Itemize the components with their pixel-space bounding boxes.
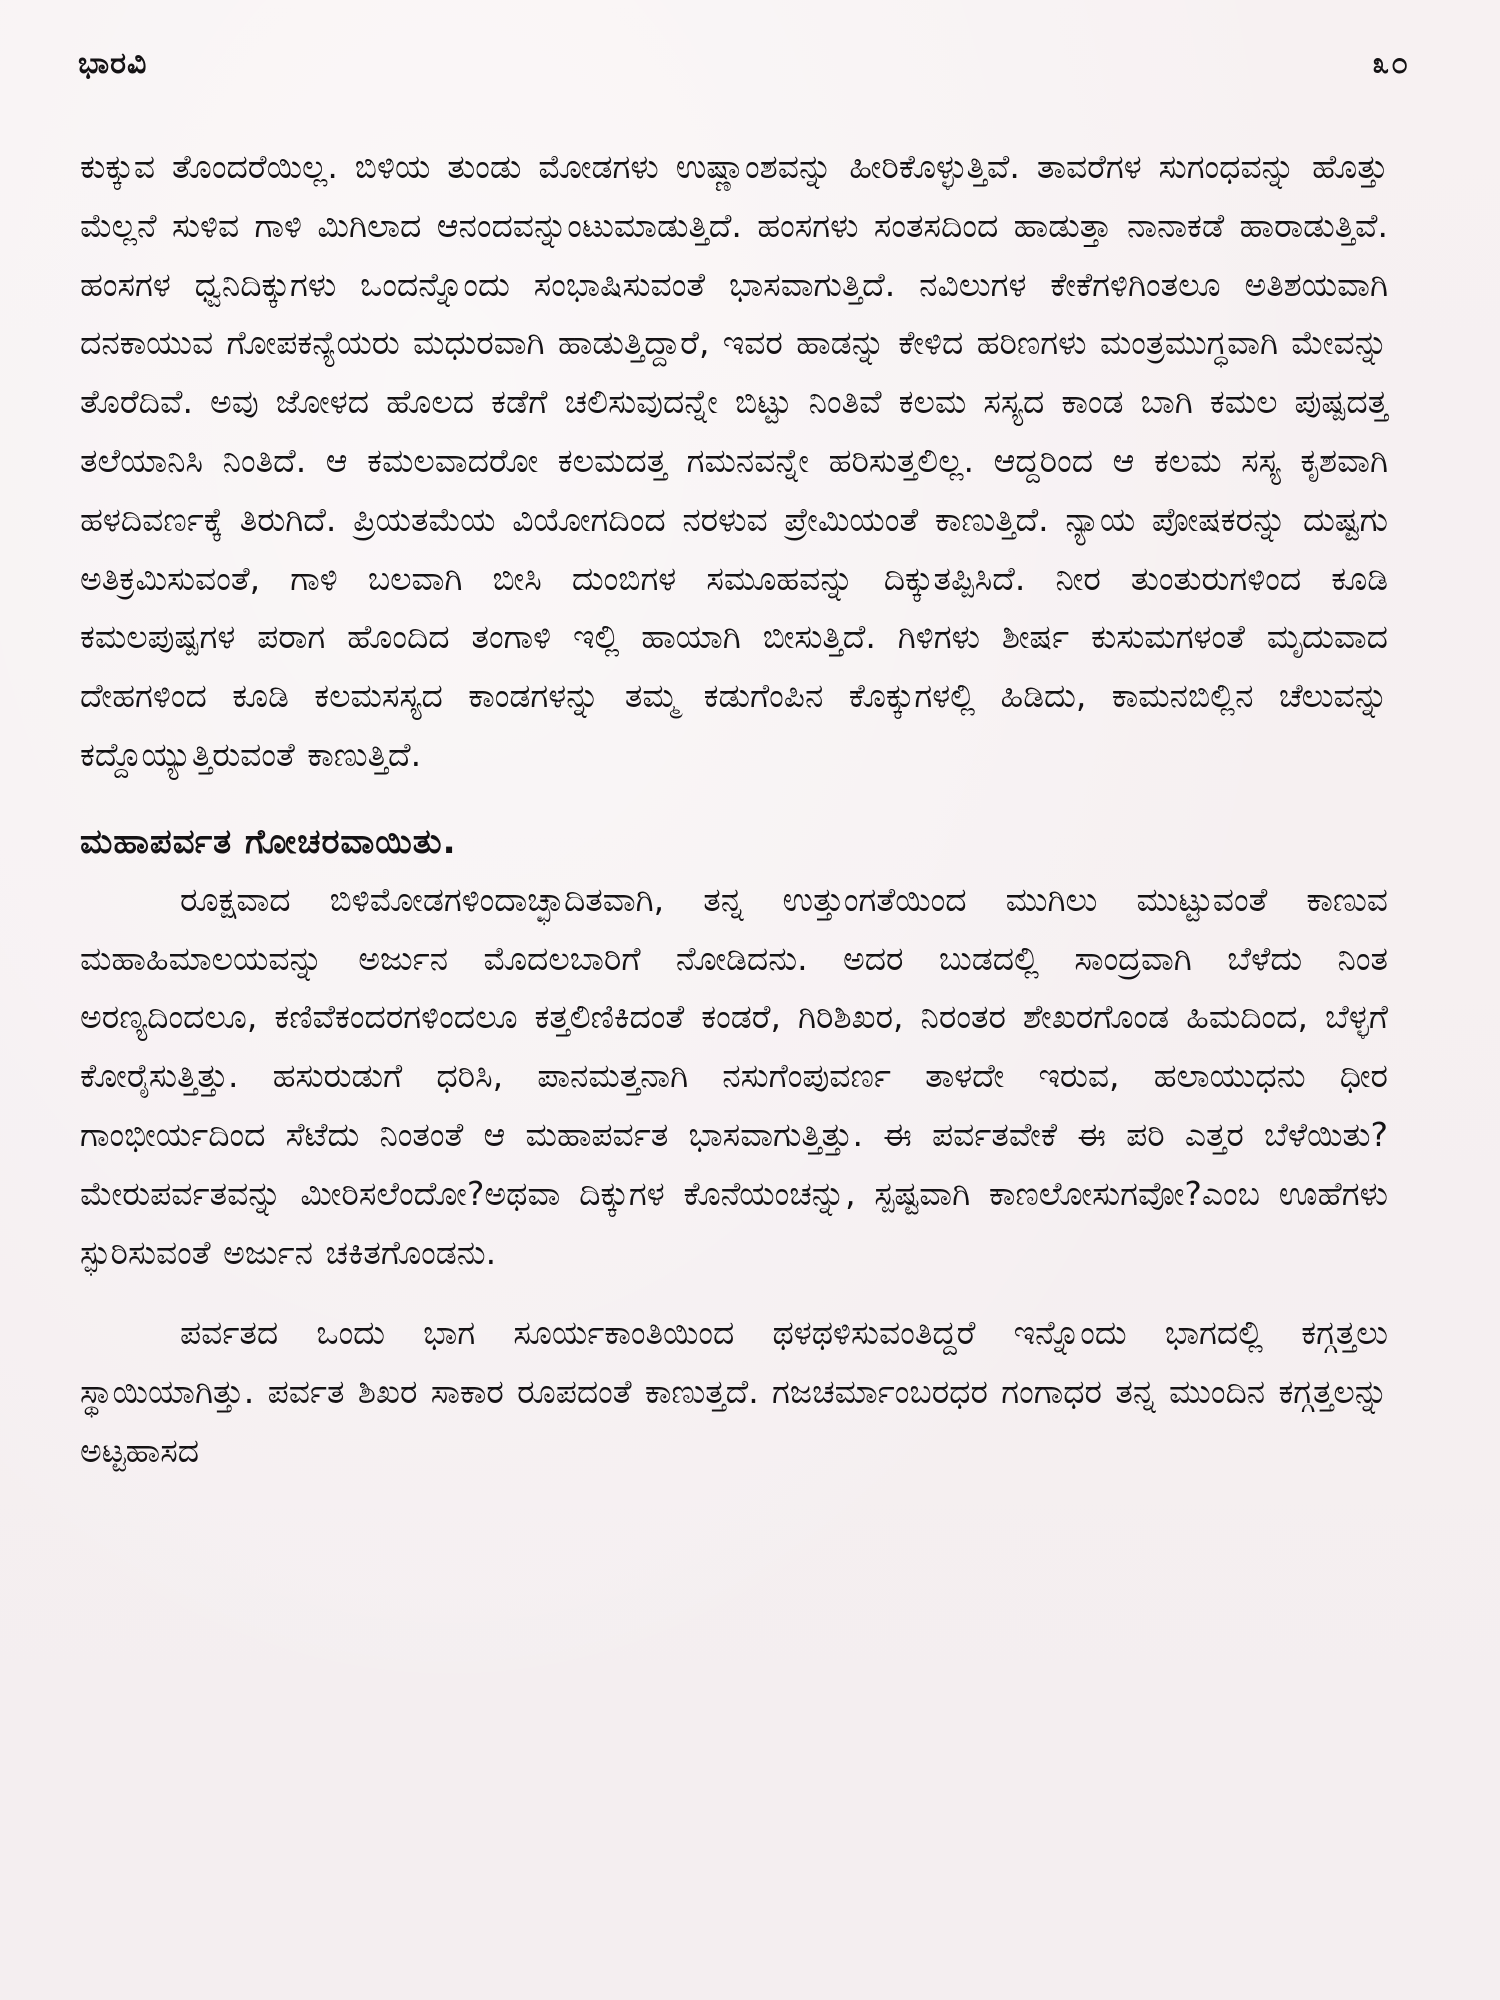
- page-body: [80, 138, 1388, 1481]
- running-head: ಭಾರವಿ: [78, 46, 148, 81]
- paragraph-1: ಕುಕ್ಕುವ ತೊಂದರೆಯಿಲ್ಲ. ಬಿಳಿಯ ತುಂಡು ಮೋಡಗಳು ಉಷ್ಣಾಂಶವನ್ನು ಹೀರಿಕೊಳ್ಳುತ್ತಿವೆ. ತಾವರೆಗಳ ಸುಗಂಧವನ್ನು ಹೊತ್ತು ಮೆಲ್ಲನೆ ಸುಳಿವ ಗಾಳಿ ಮಿಗಿಲಾದ ಆನಂದವನ್ನುಂಟುಮಾಡುತ್ತಿದೆ. ಹಂಸಗಳು ಸಂತಸದಿಂದ ಹಾಡುತ್ತಾ ನಾನಾಕಡೆ ಹಾರಾಡುತ್ತಿವೆ. ಹಂಸಗಳ ಧ್ವನಿದಿಕ್ಕುಗಳು ಒಂದನ್ನೊಂದು ಸಂಭಾಷಿಸುವಂತೆ ಭಾಸವಾಗುತ್ತಿದೆ. ನವಿಲುಗಳ ಕೇಕೆಗಳಿಗಿಂತಲೂ ಅತಿಶಯವಾಗಿ ದನಕಾಯುವ ಗೋಪಕನ್ಯೆಯರು ಮಧುರವಾಗಿ ಹಾಡುತ್ತಿದ್ದಾರೆ, ಇವರ ಹಾಡನ್ನು ಕೇಳಿದ ಹರಿಣಗಳು ಮಂತ್ರಮುಗ್ಧವಾಗಿ ಮೇವನ್ನು ತೊರೆದಿವೆ. ಅವು ಜೋಳದ ಹೊಲದ ಕಡೆಗೆ ಚಲಿಸುವುದನ್ನೇ ಬಿಟ್ಟು ನಿಂತಿವೆ ಕಲಮ ಸಸ್ಯದ ಕಾಂಡ ಬಾಗಿ ಕಮಲ ಪುಷ್ಪದತ್ತ ತಲೆಯಾನಿಸಿ ನಿಂತಿದೆ. ಆ ಕಮಲವಾದರೋ ಕಲಮದತ್ತ ಗಮನವನ್ನೇ ಹರಿಸುತ್ತಲಿಲ್ಲ. ಆದ್ದರಿಂದ ಆ ಕಲಮ ಸಸ್ಯ ಕೃಶವಾಗಿ ಹಳದಿವರ್ಣಕ್ಕೆ ತಿರುಗಿದೆ. ಪ್ರಿಯತಮೆಯ ವಿಯೋಗದಿಂದ ನರಳುವ ಪ್ರೇಮಿಯಂತೆ ಕಾಣುತ್ತಿದೆ. ನ್ಯಾಯ ಪೋಷಕರನ್ನು ದುಷ್ಟಗು ಅತಿಕ್ರಮಿಸುವಂತೆ, ಗಾಳಿ ಬಲವಾಗಿ ಬೀಸಿ ದುಂಬಿಗಳ ಸಮೂಹವನ್ನು ದಿಕ್ಕುತಪ್ಪಿಸಿದೆ. ನೀರ ತುಂತುರುಗಳಿಂದ ಕೂಡಿ ಕಮಲಪುಷ್ಪಗಳ ಪರಾಗ ಹೊಂದಿದ ತಂಗಾಳಿ ಇಲ್ಲಿ ಹಾಯಾಗಿ ಬೀಸುತ್ತಿದೆ. ಗಿಳಿಗಳು ಶೀರ್ಷ ಕುಸುಮಗಳಂತೆ ಮೃದುವಾದ ದೇಹಗಳಿಂದ ಕೂಡಿ ಕಲಮಸಸ್ಯದ ಕಾಂಡಗಳನ್ನು ತಮ್ಮ ಕಡುಗೆಂಪಿನ ಕೊಕ್ಕುಗಳಲ್ಲಿ ಹಿಡಿದು, ಕಾಮನಬಿಲ್ಲಿನ ಚೆಲುವನ್ನು ಕದ್ದೊಯ್ಯುತ್ತಿರುವಂತೆ ಕಾಣುತ್ತಿದೆ.: [80, 147, 1388, 774]
- page-header: [78, 46, 1410, 96]
- paragraph-3: ಪರ್ವತದ ಒಂದು ಭಾಗ ಸೂರ್ಯಕಾಂತಿಯಿಂದ ಥಳಥಳಿಸುವಂತಿದ್ದರೆ ಇನ್ನೊಂದು ಭಾಗದಲ್ಲಿ ಕಗ್ಗತ್ತಲು ಸ್ಥಾಯಿಯಾಗಿತ್ತು. ಪರ್ವತ ಶಿಖರ ಸಾಕಾರ ರೂಪದಂತೆ ಕಾಣುತ್ತದೆ. ಗಜಚರ್ಮಾಂಬರಧರ ಗಂಗಾಧರ ತನ್ನ ಮುಂದಿನ ಕಗ್ಗತ್ತಲನ್ನು ಅಟ್ಟಹಾಸದ: [80, 1313, 1388, 1470]
- page-number: ೩೦: [1372, 46, 1410, 81]
- paragraph-gap: [80, 1282, 1388, 1304]
- paragraph-2: ರೂಕ್ಷವಾದ ಬಿಳಿಮೋಡಗಳಿಂದಾಚ್ಛಾದಿತವಾಗಿ, ತನ್ನ ಉತ್ತುಂಗತೆಯಿಂದ ಮುಗಿಲು ಮುಟ್ಟುವಂತೆ ಕಾಣುವ ಮಹಾಹಿಮಾಲಯವನ್ನು ಅರ್ಜುನ ಮೊದಲಬಾರಿಗೆ ನೋಡಿದನು. ಅದರ ಬುಡದಲ್ಲಿ ಸಾಂದ್ರವಾಗಿ ಬೆಳೆದು ನಿಂತ ಅರಣ್ಯದಿಂದಲೂ, ಕಣಿವೆಕಂದರಗಳಿಂದಲೂ ಕತ್ತಲಿಣಿಕಿದಂತೆ ಕಂಡರೆ, ಗಿರಿಶಿಖರ, ನಿರಂತರ ಶೇಖರಗೊಂಡ ಹಿಮದಿಂದ, ಬೆಳ್ಳಗೆ ಕೋರೈಸುತ್ತಿತ್ತು. ಹಸುರುಡುಗೆ ಧರಿಸಿ, ಪಾನಮತ್ತನಾಗಿ ನಸುಗೆಂಪುವರ್ಣ ತಾಳದೇ ಇರುವ, ಹಲಾಯುಧನು ಧೀರ ಗಾಂಭೀರ್ಯದಿಂದ ಸೆಟೆದು ನಿಂತಂತೆ ಆ ಮಹಾಪರ್ವತ ಭಾಸವಾಗುತ್ತಿತ್ತು. ಈ ಪರ್ವತವೇಕೆ ಈ ಪರಿ ಎತ್ತರ ಬೆಳೆಯಿತು?ಮೇರುಪರ್ವತವನ್ನು ಮೀರಿಸಲೆಂದೋ?ಅಥವಾ ದಿಕ್ಕುಗಳ ಕೊನೆಯಂಚನ್ನು, ಸ್ಪಷ್ಟವಾಗಿ ಕಾಣಲೋಸುಗವೋ?ಎಂಬ ಊಹೆಗಳು ಸ್ಫುರಿಸುವಂತೆ ಅರ್ಜುನ ಚಕಿತಗೊಂಡನು.: [80, 879, 1388, 1272]
- section-heading: ಮಹಾಪರ್ವತ ಗೋಚರವಾಯಿತು.: [80, 821, 457, 862]
